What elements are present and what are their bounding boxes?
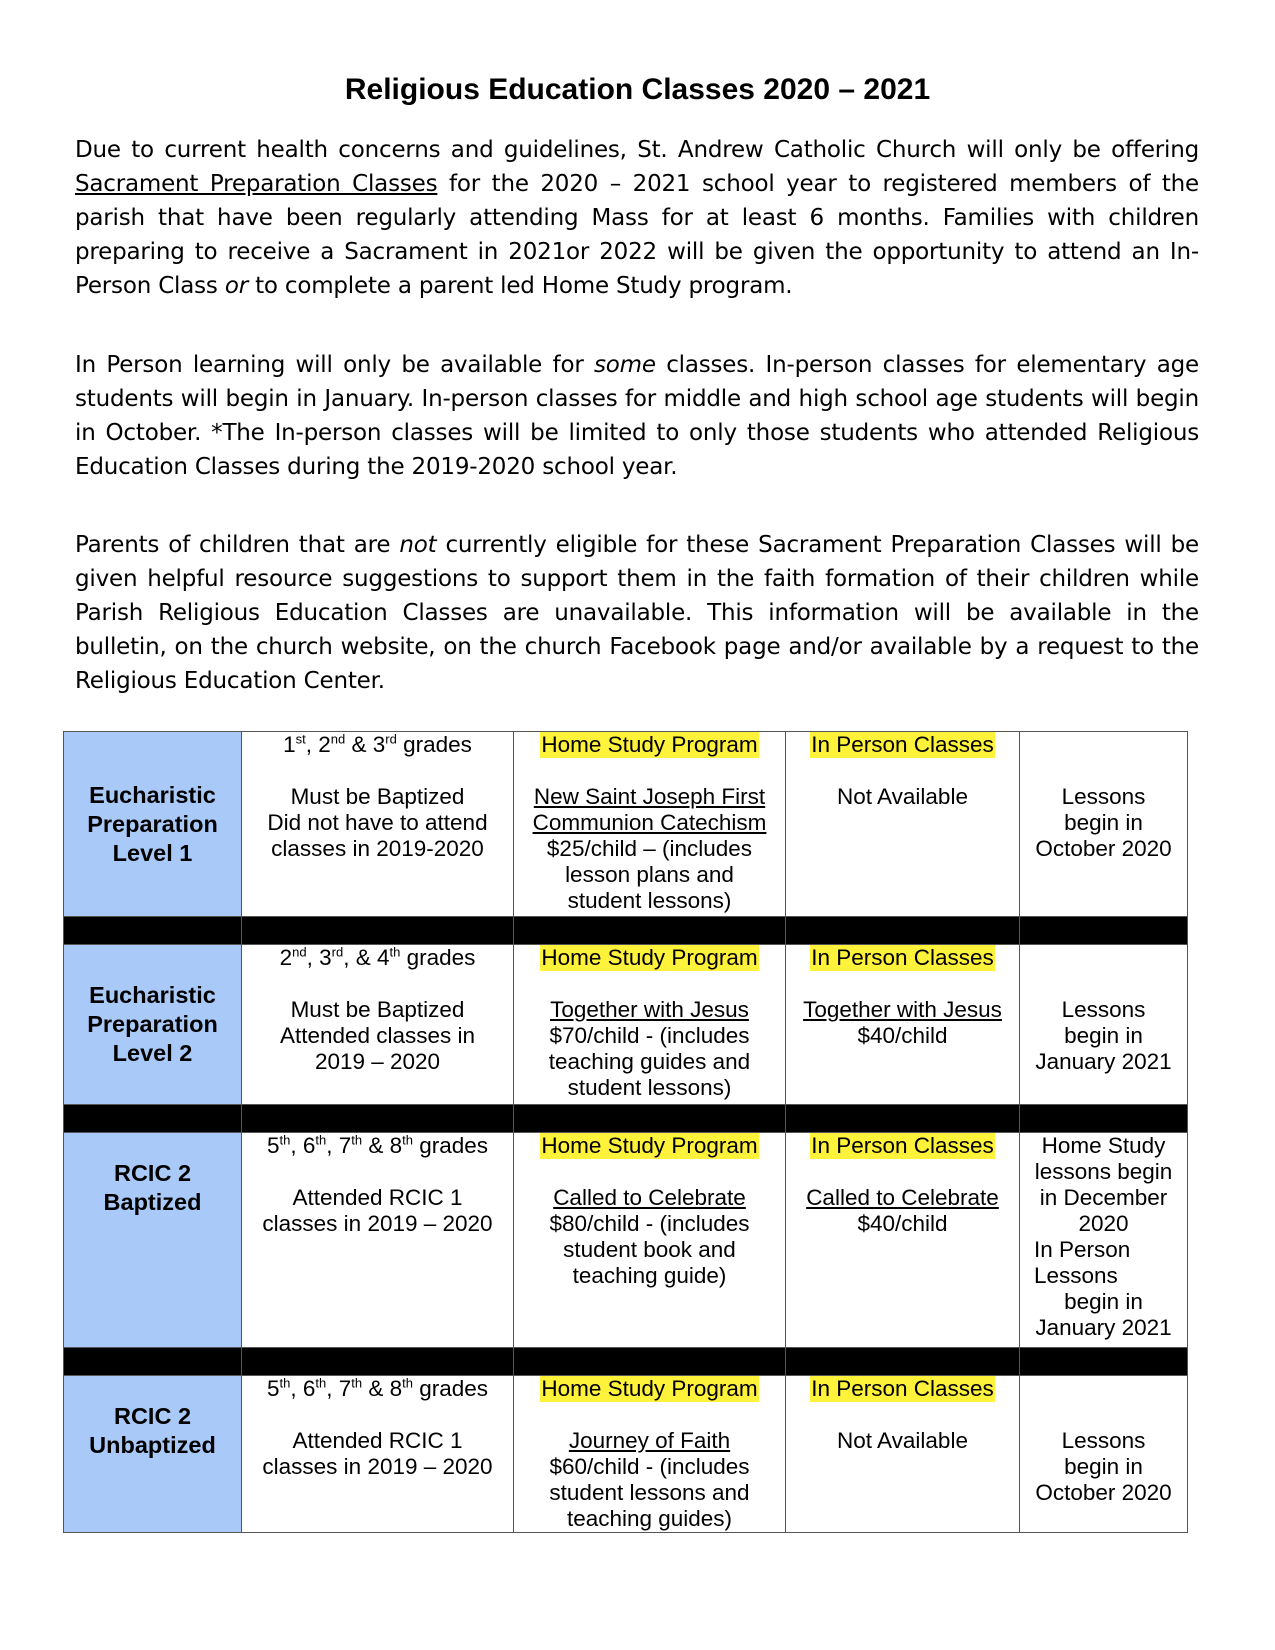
- schedule-text: Lessons: [1034, 1263, 1118, 1288]
- schedule-cell: [1020, 1133, 1188, 1348]
- schedule-text: Lessons: [1061, 1428, 1146, 1453]
- program-cell: [64, 1133, 242, 1348]
- price-text: $25/child – (includes: [546, 836, 753, 861]
- schedule-text: In Person: [1034, 1237, 1131, 1262]
- grades-label: 5th, 6th, 7th & 8th grades: [266, 1375, 489, 1401]
- requirement-text: classes in 2019 – 2020: [262, 1454, 493, 1479]
- schedule-text: Lessons: [1061, 784, 1146, 809]
- program-name: Eucharistic: [89, 781, 216, 808]
- schedule-text: begin in: [1064, 1023, 1143, 1048]
- requirement-text: Attended RCIC 1: [292, 1428, 463, 1453]
- book-title: Together with Jesus: [550, 997, 749, 1022]
- price-text: $60/child - (includes: [549, 1454, 750, 1479]
- program-cell: [64, 945, 242, 1105]
- program-cell: [64, 1376, 242, 1533]
- classes-table: [63, 731, 1188, 1533]
- in-person-cell: [786, 945, 1020, 1105]
- intro-text: Due to current health concerns and guidelines, St. Andrew Catholic Church will only be offering: [75, 137, 1199, 163]
- price-text: $80/child - (includes: [549, 1211, 750, 1236]
- intro-text: for the 2020 – 2021 school year to registered members of the parish that have been regularly attending Mass for at least 6 months. Families with children preparing to receive a Sacrament in 2021or 2022 will be given the opportunity to attend an In-Person Class: [75, 171, 1199, 299]
- schedule-text: begin in: [1064, 1454, 1143, 1479]
- row-separator: [64, 1105, 1188, 1133]
- schedule-cell: [1020, 732, 1188, 917]
- requirement-text: Attended RCIC 1: [292, 1185, 463, 1210]
- price-text: $40/child: [857, 1023, 948, 1048]
- intro-text: to complete a parent led Home Study program.: [247, 273, 793, 299]
- home-study-cell: [514, 1376, 786, 1533]
- price-text: student lessons): [567, 888, 732, 913]
- program-name: Level 1: [112, 839, 193, 866]
- price-text: student lessons and: [549, 1480, 750, 1505]
- requirements-cell: [242, 732, 514, 917]
- program-name: Baptized: [103, 1189, 202, 1215]
- intro-paragraph-1: [75, 133, 1199, 303]
- in-person-cell: [786, 1133, 1020, 1348]
- requirements-cell: [242, 1376, 514, 1533]
- home-study-cell: [514, 732, 786, 917]
- intro-text: currently eligible for these Sacrament Preparation Classes will be given helpful resource suggestions to support them in the faith formation of their children while Parish Religious Education Classes are unavailable. This information will be available in the bulletin, on the church website, on the church Facebook page and/or available by a request to the Religious Education Center.: [75, 532, 1200, 694]
- requirement-text: Must be Baptized: [290, 784, 465, 809]
- schedule-text: Home Study: [1041, 1133, 1166, 1158]
- schedule-text: begin in: [1064, 810, 1143, 835]
- in-person-label: In Person Classes: [811, 1376, 994, 1401]
- intro-emphasis: some: [593, 352, 656, 378]
- program-name: Level 2: [112, 1040, 193, 1066]
- price-text: lesson plans and: [565, 862, 734, 887]
- requirement-text: 2019 – 2020: [314, 1049, 441, 1074]
- in-person-cell: [786, 732, 1020, 917]
- intro-text: Parents of children that are: [75, 532, 400, 558]
- price-text: $40/child: [857, 1211, 948, 1236]
- intro-emphasis: or: [224, 273, 248, 299]
- sacrament-classes-underlined: Sacrament Preparation Classes: [75, 171, 438, 197]
- schedule-cell: [1020, 1376, 1188, 1533]
- in-person-text: Not Available: [837, 1428, 968, 1453]
- book-title: Called to Celebrate: [806, 1185, 999, 1210]
- schedule-text: January 2021: [1035, 1049, 1172, 1074]
- schedule-text: in December: [1039, 1185, 1168, 1210]
- schedule-text: January 2021: [1035, 1315, 1172, 1340]
- requirement-text: Must be Baptized: [290, 997, 465, 1022]
- program-cell: [64, 732, 242, 917]
- grades-label: 5th, 6th, 7th & 8th grades: [266, 1132, 489, 1158]
- price-text: $70/child - (includes: [549, 1023, 750, 1048]
- price-text: student book and: [563, 1237, 736, 1262]
- home-study-label: Home Study Program: [541, 1376, 758, 1401]
- book-title: Communion Catechism: [532, 810, 767, 835]
- requirement-text: Did not have to attend: [267, 810, 488, 835]
- in-person-label: In Person Classes: [811, 945, 994, 970]
- table-row: [64, 1133, 1188, 1348]
- home-study-cell: [514, 1133, 786, 1348]
- requirements-cell: [242, 945, 514, 1105]
- intro-text: In Person learning will only be available for: [75, 352, 594, 378]
- book-title: New Saint Joseph First: [533, 784, 766, 809]
- grades-label: 1st, 2nd & 3rd grades: [283, 731, 472, 757]
- intro-paragraph-3: [75, 528, 1199, 698]
- program-name: RCIC 2: [113, 1160, 192, 1186]
- grades-label: 2nd, 3rd, & 4th grades: [279, 944, 476, 970]
- book-title: Together with Jesus: [803, 997, 1002, 1022]
- table-row: [64, 732, 1188, 917]
- program-name: RCIC 2: [113, 1403, 192, 1429]
- home-study-label: Home Study Program: [541, 732, 758, 757]
- intro-text: classes. In-person classes for elementary age students will begin in January. In-person classes for middle and high school age students will begin in October. *The In-person classes will be limited to only those students who attended Religious Education Classes during the 2019-2020 school year.: [75, 352, 1199, 480]
- book-title: Journey of Faith: [568, 1428, 731, 1453]
- schedule-text: October 2020: [1035, 1480, 1172, 1505]
- program-name: Eucharistic: [89, 982, 216, 1008]
- home-study-label: Home Study Program: [541, 1133, 758, 1158]
- intro-emphasis: not: [399, 532, 437, 558]
- in-person-label: In Person Classes: [811, 1133, 994, 1158]
- price-text: teaching guides): [566, 1506, 733, 1531]
- schedule-text: Lessons: [1061, 997, 1146, 1022]
- table-row: [64, 1376, 1188, 1533]
- program-name: Unbaptized: [89, 1432, 216, 1458]
- program-name: Preparation: [87, 810, 218, 837]
- program-name: Preparation: [87, 1011, 218, 1037]
- schedule-cell: [1020, 945, 1188, 1105]
- home-study-cell: [514, 945, 786, 1105]
- price-text: student lessons): [567, 1075, 732, 1100]
- price-text: teaching guides and: [548, 1049, 751, 1074]
- book-title: Called to Celebrate: [553, 1185, 746, 1210]
- schedule-text: October 2020: [1035, 836, 1172, 861]
- row-separator: [64, 1348, 1188, 1376]
- schedule-text: lessons begin: [1034, 1159, 1173, 1184]
- price-text: teaching guide): [572, 1263, 727, 1288]
- page-title: Religious Education Classes 2020 – 2021: [344, 73, 931, 106]
- home-study-label: Home Study Program: [541, 945, 758, 970]
- in-person-cell: [786, 1376, 1020, 1533]
- requirements-cell: [242, 1133, 514, 1348]
- in-person-text: Not Available: [837, 784, 968, 809]
- requirement-text: Attended classes in: [279, 1023, 476, 1048]
- in-person-label: In Person Classes: [811, 732, 994, 757]
- requirement-text: classes in 2019 – 2020: [262, 1211, 493, 1236]
- table-row: [64, 945, 1188, 1105]
- requirement-text: classes in 2019-2020: [271, 836, 484, 861]
- schedule-text: 2020: [1078, 1211, 1129, 1236]
- schedule-text: begin in: [1064, 1289, 1143, 1314]
- row-separator: [64, 917, 1188, 945]
- intro-paragraph-2: [75, 348, 1199, 484]
